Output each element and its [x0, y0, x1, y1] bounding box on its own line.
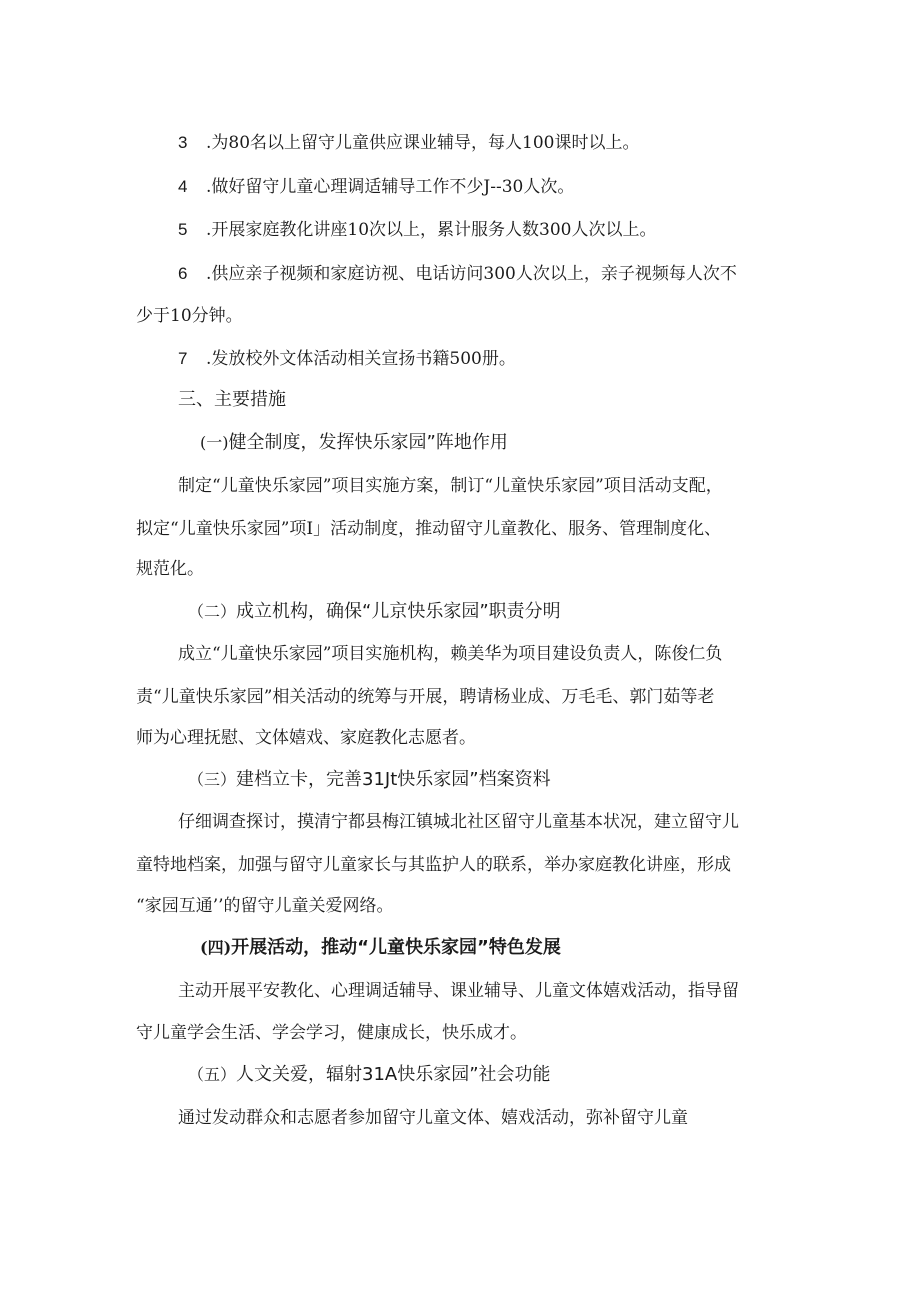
subsection-tag: （二） [188, 602, 237, 621]
subsection-tag: (四) [200, 938, 232, 957]
list-item [178, 219, 656, 241]
paragraph-line: 规范化。 [136, 559, 204, 579]
list-item [178, 132, 639, 154]
item-text: .为80名以上留守儿童供应课业辅导，每人100课时以上。 [206, 133, 640, 153]
paragraph-line: 成立“儿童快乐家园”项目实施机构，赖美华为项目建设负责人，陈俊仁负 [178, 644, 723, 664]
item-number: 6 [178, 264, 188, 283]
paragraph-line: “家园互通’’的留守儿童关爱网络。 [136, 896, 394, 916]
subsection-tag: （五） [188, 1065, 237, 1084]
list-item-continuation: 少于10分钟。 [136, 306, 243, 326]
subsection-title: 人文关爱，辐射31A快乐家园”社会功能 [236, 1064, 551, 1085]
subsection-heading [200, 432, 508, 454]
subsection-title: 健全制度，发挥快乐家园”阵地作用 [228, 432, 508, 453]
item-text: .供应亲子视频和家庭访视、电话访问300人次以上，亲子视频每人次不 [206, 264, 737, 284]
subsection-heading [188, 769, 551, 791]
subsection-title: 开展活动，推动“儿童快乐家园”特色发展 [231, 937, 561, 958]
item-number: 3 [178, 133, 188, 152]
item-text: .做好留守儿童心理调适辅导工作不少J--30人次。 [206, 177, 575, 197]
list-item [178, 348, 516, 370]
paragraph-line: 制定“儿童快乐家园”项目实施方案，制订“儿童快乐家园”项目活动支配， [178, 476, 723, 496]
item-number: 5 [178, 220, 188, 239]
subsection-heading [188, 601, 561, 623]
subsection-tag: (一) [200, 433, 229, 452]
list-item [178, 176, 574, 198]
section-heading: 三、主要措施 [178, 389, 286, 410]
paragraph-line: 拟定“儿童快乐家园”项I」活动制度，推动留守儿童教化、服务、管理制度化、 [136, 519, 722, 539]
subsection-tag: （三） [188, 770, 237, 789]
paragraph-line: 主动开展平安教化、心理调适辅导、课业辅导、儿童文体嬉戏活动，指导留 [178, 981, 739, 1001]
paragraph-line: 通过发动群众和志愿者参加留守儿童文体、嬉戏活动，弥补留守儿童 [178, 1108, 688, 1128]
subsection-heading [200, 937, 561, 959]
paragraph-line: 仔细调查探讨，摸清宁都县梅江镇城北社区留守儿童基本状况，建立留守儿 [178, 812, 739, 832]
subsection-heading [188, 1064, 551, 1086]
paragraph-line: 责“儿童快乐家园”相关活动的统筹与开展，聘请杨业成、万毛毛、郭门茹等老 [136, 687, 715, 707]
subsection-title: 建档立卡，完善31Jt快乐家园”档案资料 [236, 769, 551, 790]
list-item [178, 263, 737, 285]
paragraph-line: 童特地档案，加强与留守儿童家长与其监护人的联系，举办家庭教化讲座，形成 [136, 855, 731, 875]
paragraph-line: 师为心理抚慰、文体嬉戏、家庭教化志愿者。 [136, 728, 476, 748]
item-number: 4 [178, 177, 188, 196]
item-number: 7 [178, 349, 188, 368]
paragraph-line: 守儿童学会生活、学会学习，健康成长，快乐成才。 [136, 1023, 527, 1043]
item-text: .开展家庭教化讲座10次以上，累计服务人数300人次以上。 [206, 220, 657, 240]
subsection-title: 成立机构，确保“儿京快乐家园”职责分明 [236, 601, 561, 622]
item-text: .发放校外文体活动相关宣扬书籍500册。 [206, 349, 516, 369]
